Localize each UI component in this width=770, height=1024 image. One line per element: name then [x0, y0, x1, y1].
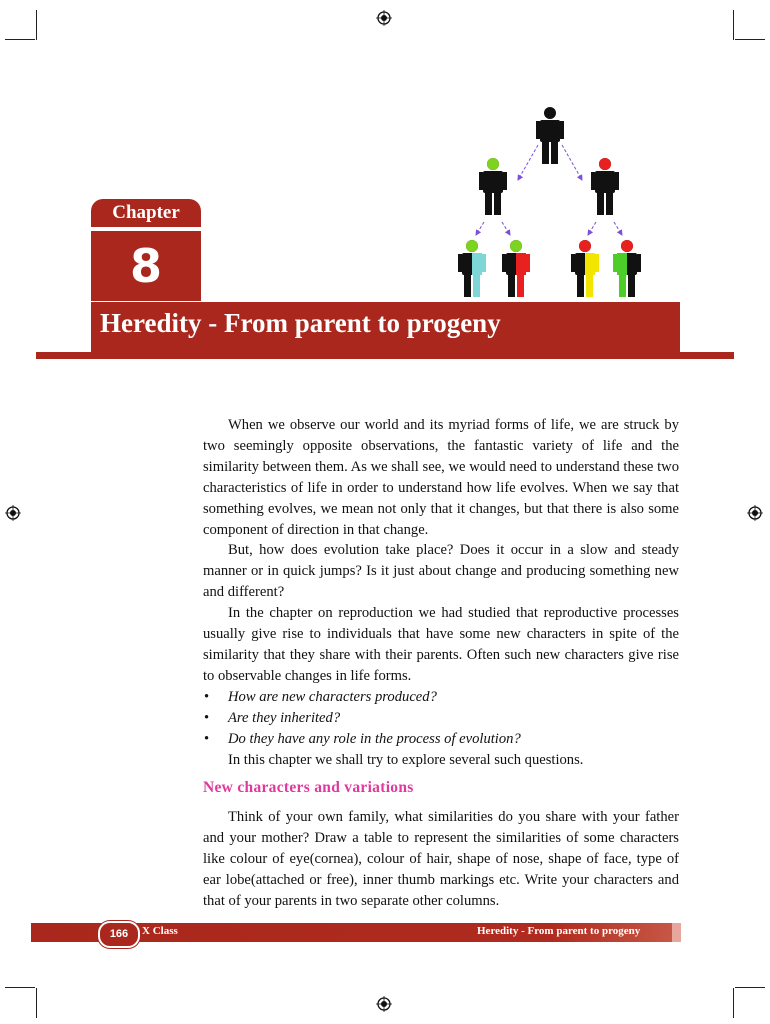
paragraph: In the chapter on reproduction we had studied that reproductive processes usually give rise to individuals that have some new characters in spite of the similarity that they share with their parents. Often such new characters give rise to observable changes in life forms. [203, 605, 679, 684]
person-icon [591, 158, 619, 215]
crop-mark [36, 10, 37, 40]
paragraph: But, how does evolution take place? Does it occur in a slow and steady manner or in quick jumps? Is it just about change and producing something new and different? [203, 542, 679, 601]
page-number: 166 [98, 921, 140, 948]
chapter-title: Heredity - From parent to progeny [100, 308, 501, 338]
person-icon [458, 240, 486, 297]
footer-class-label: X Class [142, 925, 178, 937]
chapter-label: Chapter [91, 199, 201, 227]
list-item: • Do they have any role in the process of evolution? [203, 729, 679, 750]
registration-mark-icon [376, 10, 392, 26]
registration-mark-icon [5, 505, 21, 521]
footer-bar-end [672, 923, 681, 942]
list-item: • How are new characters produced? [203, 687, 679, 708]
registration-mark-icon [376, 996, 392, 1012]
chapter-number: 8 [91, 231, 201, 301]
crop-mark [735, 987, 765, 988]
crop-mark [733, 10, 734, 40]
crop-mark [5, 39, 35, 40]
person-icon [502, 240, 530, 297]
registration-mark-icon [747, 505, 763, 521]
person-icon [613, 240, 641, 297]
person-icon [536, 107, 564, 164]
question-list [203, 687, 679, 750]
paragraph: When we observe our world and its myriad forms of life, we are struck by two seemingly opposite observations, the fantastic variety of life and the similarity between them. As we shall see, we would need to understand these two characteristics of life in order to understand how life evolves. When we say that something evolves, we mean not only that it changes, but that there is also some component of direction in that change. [203, 417, 679, 538]
crop-mark [735, 39, 765, 40]
paragraph: In this chapter we shall try to explore several such questions. [228, 751, 584, 768]
heredity-figure [450, 100, 650, 305]
chapter-body [203, 415, 679, 912]
person-icon [479, 158, 507, 215]
crop-mark [36, 988, 37, 1018]
crop-mark [733, 988, 734, 1018]
list-item: • Are they inherited? [203, 708, 679, 729]
crop-mark [5, 987, 35, 988]
paragraph: Think of your own family, what similarities do you share with your father and your mother? Draw a table to represent the similarities of some characters like colour of eye(cornea), colour of hair, shape of nose, shape of face, type of ear lobe(attached or free), inner thumb markings etc. Write your characters and that of your parents in two separate other columns. [203, 809, 679, 909]
section-heading: New characters and variations [203, 779, 414, 797]
title-rule [36, 352, 734, 359]
footer-running-title: Heredity - From parent to progeny [477, 925, 641, 937]
person-icon [571, 240, 599, 297]
